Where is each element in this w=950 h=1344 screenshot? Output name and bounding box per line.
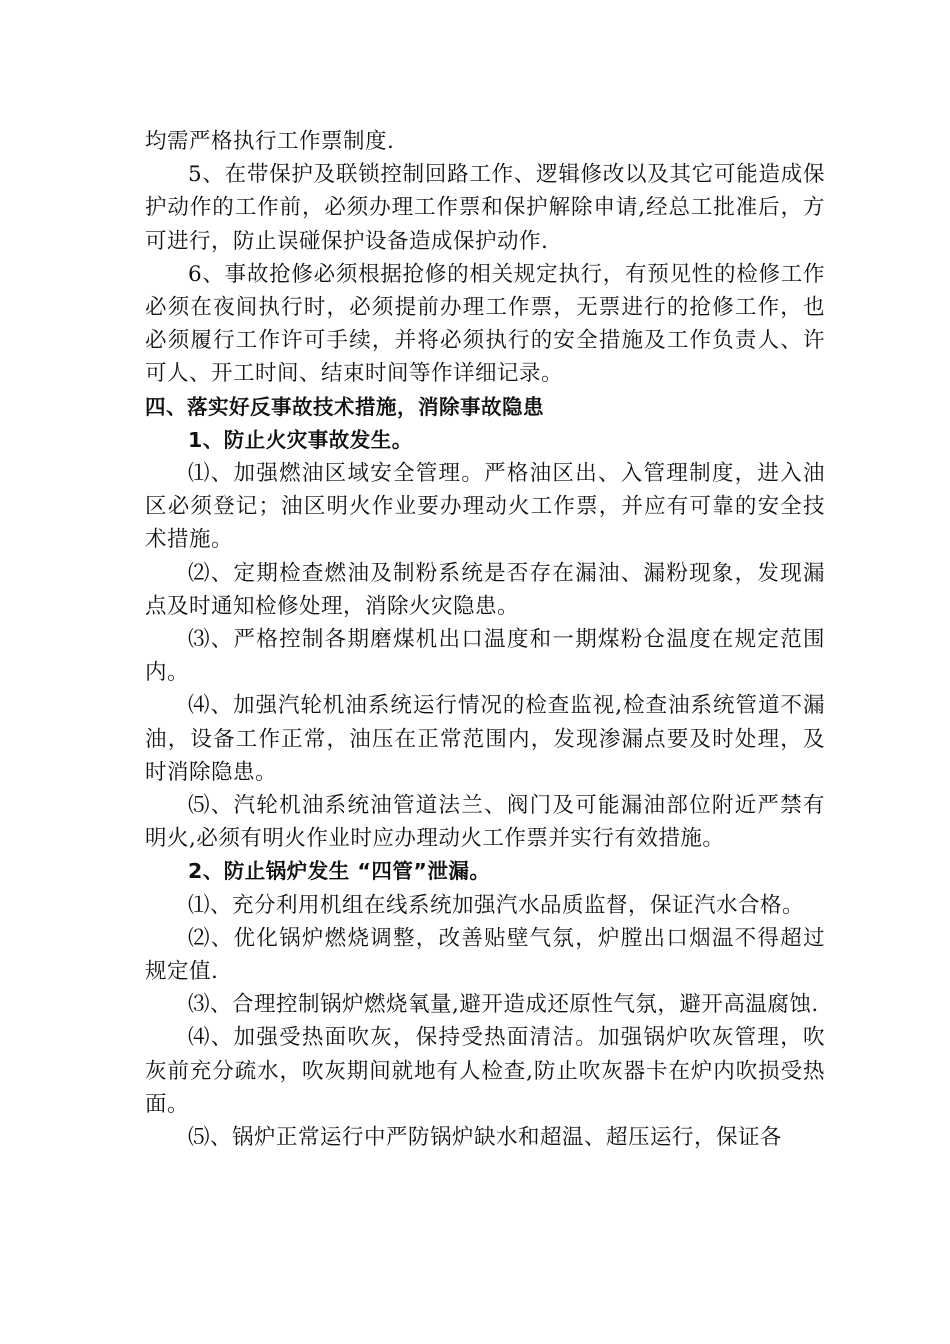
paragraph-item-5: 5、在带保护及联锁控制回路工作、逻辑修改以及其它可能造成保护动作的工作前，必须办理工作票和保护解除申请,经总工批准后，方可进行，防止误碰保护设备造成保护动作.: [145, 162, 825, 254]
paragraph-fire-1: ⑴、加强燃油区域安全管理。严格油区出、入管理制度，进入油区必须登记；油区明火作业要办理动火工作票，并应有可靠的安全技术措施。: [145, 461, 825, 553]
paragraph-boiler-3: ⑶、合理控制锅炉燃烧氧量,避开造成还原性气氛，避开高温腐蚀.: [188, 992, 819, 1018]
paragraph-boiler-2: ⑵、优化锅炉燃烧调整，改善贴壁气氛，炉膛出口烟温不得超过规定值.: [145, 925, 825, 985]
section-heading-4: 四、落实好反事故技术措施，消除事故隐患: [145, 394, 544, 419]
paragraph-boiler-1: ⑴、充分利用机组在线系统加强汽水品质监督，保证汽水合格。: [188, 892, 805, 918]
paragraph-item-6: 6、事故抢修必须根据抢修的相关规定执行，有预见性的检修工作必须在夜间执行时，必须提前办理工作票，无票进行的抢修工作，也必须履行工作许可手续，并将必须执行的安全措施及工作负责人、许可人、开工时间、结束时间等作详细记录。: [145, 261, 825, 387]
subheading-boiler-leak: 2、防止锅炉发生 “四管”泄漏。: [188, 859, 491, 884]
paragraph-boiler-5: ⑸、锅炉正常运行中严防锅炉缺水和超温、超压运行，保证各: [188, 1125, 783, 1151]
paragraph-fire-3: ⑶、严格控制各期磨煤机出口温度和一期煤粉仓温度在规定范围内。: [145, 627, 825, 686]
paragraph-boiler-4: ⑷、加强受热面吹灰，保持受热面清洁。加强锅炉吹灰管理，吹灰前充分疏水，吹灰期间就地有人检查,防止吹灰器卡在炉内吹损受热面。: [145, 1025, 825, 1117]
paragraph-fire-5: ⑸、汽轮机油系统油管道法兰、阀门及可能漏油部位附近严禁有明火,必须有明火作业时应办理动火工作票并实行有效措施。: [145, 793, 825, 852]
subheading-fire-prevention: 1、防止火灾事故发生。: [188, 427, 413, 452]
paragraph-fire-4: ⑷、加强汽轮机油系统运行情况的检查监视,检查油系统管道不漏油，设备工作正常，油压在正常范围内，发现渗漏点要及时处理，及时消除隐患。: [145, 693, 825, 785]
document-body: [145, 125, 825, 1154]
paragraph-fire-2: ⑵、定期检查燃油及制粉系统是否存在漏油、漏粉现象，发现漏点及时通知检修处理，消除火灾隐患。: [145, 560, 825, 619]
paragraph-1: 均需严格执行工作票制度.: [145, 129, 395, 154]
